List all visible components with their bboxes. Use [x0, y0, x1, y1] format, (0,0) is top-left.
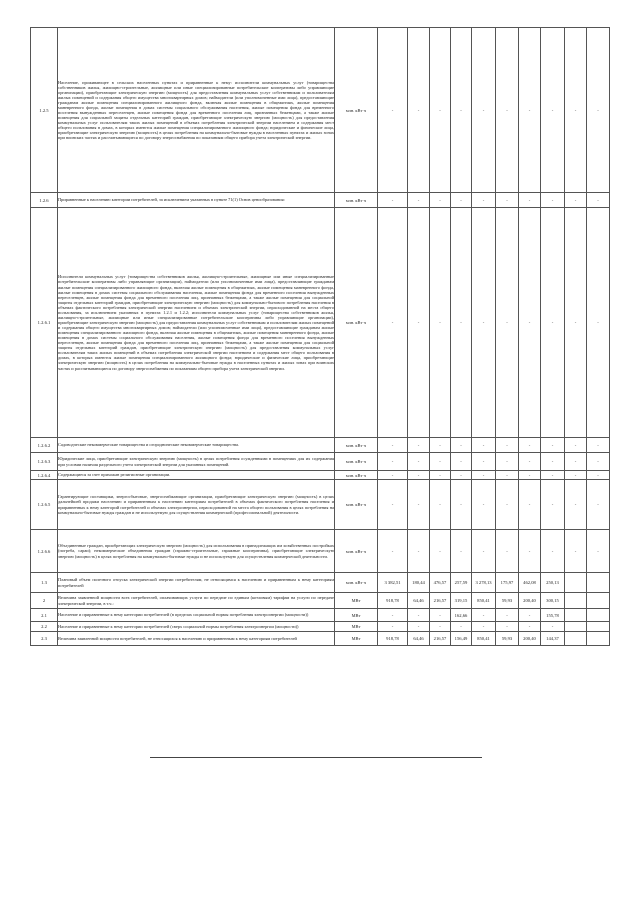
value-cell: 59,93: [496, 632, 519, 646]
value-cell: -: [541, 530, 565, 573]
value-cell: -: [451, 622, 472, 632]
value-cell: -: [496, 208, 519, 438]
value-cell: -: [587, 471, 610, 480]
value-cell: -: [541, 193, 565, 208]
value-cell: 850,41: [472, 632, 496, 646]
value-cell: 64,46: [408, 593, 430, 609]
value-cell: [565, 632, 587, 646]
row-description: Население и приравненные к нему категории потребителей (сверх социальной нормы потребления электроэнергии (мощности)): [58, 622, 335, 632]
value-cell: 144,37: [541, 632, 565, 646]
value-cell: -: [430, 622, 451, 632]
row-description: Гарантирующие поставщики, энергосбытовые, энергоснабжающие организации, приобретающие электрическую энергию (мощность) в целях дальнейшей продажи населению и приравненным к населению категориям потребителей в объемах фактического потребления населения и приравненных к нему категорий потребителей и объемах электроэнергии, израсходованной на места общего пользования в целях потребления на коммунально-бытовые нужды граждан и не используемую для осуществления коммерческой (профессиональной) деятельности.: [58, 480, 335, 530]
value-cell: -: [451, 530, 472, 573]
value-cell: -: [408, 471, 430, 480]
row-number: 2.3: [31, 632, 58, 646]
row-unit: млн. кВт·ч: [335, 530, 378, 573]
row-description: Население, проживающее в сельских населенных пунктах и приравненные к нему: исполнители коммунальных услуг (товарищества собственников жилья, жилищно-строительные, жилищные или иные специализированные потребительские кооперативы либо управляющие организации), приобретающие электрическую энергию (мощность) для предоставления коммунальных услуг собственникам и пользователям жилых помещений и содержания общего имущества многоквартирных домов; наймодатели (или уполномоченные ими лица), предоставляющие гражданам жилые помещения специализированного жилищного фонда, включая жилые помещения в общежитиях, жилые помещения маневренного фонда, жилые помещения в домах системы социального обслуживания населения, жилые помещения фонда для временного поселения вынужденных переселенцев, жилые помещения фонда для временного поселения лиц, признанных беженцами, а также жилые помещения для социальной защиты отдельных категорий граждан, приобретающие электрическую энергию (мощность) для предоставления коммунальных услуг пользователям таких жилых помещений в объемах потребления электрической энергии населением и содержания мест общего пользования в домах, в которых имеются жилые помещения специализированного жилищного фонда; юридические и физические лица, приобретающие электрическую энергию (мощность) в целях потребления на коммунально-бытовые нужды в населенных пунктах и жилых зонах при воинских частях и рассчитывающиеся по договору энергоснабжения по показаниям общего прибора учета электрической энергии.: [58, 28, 335, 193]
value-cell: -: [541, 208, 565, 438]
row-number: 1.2.6: [31, 193, 58, 208]
value-cell: 3 278,13: [472, 573, 496, 593]
value-cell: 200,40: [519, 593, 541, 609]
table-row: [31, 622, 610, 632]
value-cell: -: [408, 453, 430, 471]
row-number: 2: [31, 593, 58, 609]
row-number: 1.2.6.1: [31, 208, 58, 438]
value-cell: -: [541, 471, 565, 480]
value-cell: -: [496, 193, 519, 208]
row-description: Население и приравненные к нему категории потребителей (в пределах социальной нормы потребления электроэнергии (мощности)): [58, 609, 335, 622]
row-number: 1.2.6.2: [31, 438, 58, 453]
value-cell: -: [408, 28, 430, 193]
value-cell: -: [496, 480, 519, 530]
value-cell: -: [519, 28, 541, 193]
value-cell: [565, 573, 587, 593]
value-cell: 162,66: [451, 609, 472, 622]
table-row: [31, 480, 610, 530]
row-number: 1.2.6.6: [31, 530, 58, 573]
value-cell: -: [565, 530, 587, 573]
value-cell: -: [378, 530, 408, 573]
value-cell: 59,93: [496, 593, 519, 609]
value-cell: -: [430, 530, 451, 573]
value-cell: -: [541, 622, 565, 632]
table-row: [31, 193, 610, 208]
value-cell: -: [472, 453, 496, 471]
value-cell: 216,57: [430, 593, 451, 609]
value-cell: -: [408, 438, 430, 453]
value-cell: -: [519, 193, 541, 208]
value-cell: [587, 622, 610, 632]
value-cell: -: [378, 438, 408, 453]
table-row: [31, 453, 610, 471]
row-unit: млн. кВт·ч: [335, 208, 378, 438]
value-cell: -: [378, 208, 408, 438]
value-cell: -: [496, 471, 519, 480]
value-cell: [565, 609, 587, 622]
row-number: 1.2.6.4: [31, 471, 58, 480]
value-cell: -: [430, 471, 451, 480]
value-cell: -: [451, 438, 472, 453]
value-cell: 156,49: [451, 632, 472, 646]
value-cell: -: [519, 530, 541, 573]
value-cell: -: [565, 453, 587, 471]
value-cell: -: [496, 453, 519, 471]
value-cell: -: [430, 28, 451, 193]
row-number: 1.2.5: [31, 28, 58, 193]
row-description: Садоводческие некоммерческие товарищества и огороднические некоммерческие товарищества.: [58, 438, 335, 453]
value-cell: -: [519, 622, 541, 632]
value-cell: 200,40: [519, 632, 541, 646]
value-cell: -: [378, 471, 408, 480]
value-cell: [565, 622, 587, 632]
value-cell: -: [430, 609, 451, 622]
value-cell: 216,57: [430, 632, 451, 646]
table-row: [31, 530, 610, 573]
value-cell: 180,44: [408, 573, 430, 593]
value-cell: -: [496, 622, 519, 632]
value-cell: 319,15: [451, 593, 472, 609]
table-row: [31, 208, 610, 438]
row-number: 1.2.6.3: [31, 453, 58, 471]
table-row: [31, 609, 610, 622]
value-cell: -: [472, 208, 496, 438]
value-cell: -: [408, 622, 430, 632]
value-cell: -: [472, 530, 496, 573]
row-description: Величина заявленной мощности всех потребителей, оплачивающих услуги по передаче по единым (котловым) тарифам на услуги по передаче электрической энергии, в т.ч.:: [58, 593, 335, 609]
row-description: Объединенные граждан, приобретающих электрическую энергию (мощность) для использования в принадлежащих им хозяйственных постройках (погреба, сараи); некоммерческие объединения граждан (гаражно-строительные, гаражные кооперативы), приобретающие электрическую энергию (мощность) в целях потребления на коммунально-бытовые нужды и не используемую для осуществления коммерческой деятельности.: [58, 530, 335, 573]
value-cell: -: [378, 480, 408, 530]
value-cell: -: [408, 193, 430, 208]
value-cell: 476,57: [430, 573, 451, 593]
table-row: [31, 28, 610, 193]
value-cell: -: [472, 193, 496, 208]
value-cell: -: [472, 609, 496, 622]
value-cell: -: [451, 471, 472, 480]
value-cell: 250,13: [541, 573, 565, 593]
value-cell: 918,78: [378, 593, 408, 609]
row-description: Содержащиеся за счет прихожан религиозные организации.: [58, 471, 335, 480]
value-cell: -: [587, 438, 610, 453]
value-cell: -: [587, 530, 610, 573]
value-cell: -: [408, 609, 430, 622]
value-cell: [565, 593, 587, 609]
row-unit: МВт: [335, 609, 378, 622]
value-cell: -: [408, 530, 430, 573]
value-cell: -: [451, 480, 472, 530]
tariff-table: [30, 27, 610, 646]
row-unit: млн. кВт·ч: [335, 453, 378, 471]
value-cell: [587, 573, 610, 593]
value-cell: 918,78: [378, 632, 408, 646]
value-cell: -: [587, 28, 610, 193]
row-description: Исполнители коммунальных услуг (товарищества собственников жилья, жилищно-строительные, жилищные или иные специализированные потребительские кооперативы либо управляющие организации), наймодатели (или уполномоченные ими лица), предоставляющие гражданам жилые помещения специализированного жилищного фонда, включая жилые помещения в общежитиях, жилые помещения маневренного фонда, жилые помещения в домах системы социального обслуживания населения, жилые помещения фонда для временного поселения вынужденных переселенцев, жилые помещения фонда для временного поселения лиц, признанных беженцами, а также жилые помещения для социальной защиты отдельных категорий граждан, приобретающие электрическую энергию (мощность) для коммунально-бытового потребления населения в объемах фактического потребления электрической энергии населением и объемах электрической энергии, израсходованной на места общего пользования, за исключением указанных в пунктах 1.2.1 и 1.2.2; исполнители коммунальных услуг (товарищества собственников жилья, жилищно-строительные, жилищные или иные специализированные потребительские кооперативы либо управляющие организации), приобретающие электрическую энергию (мощность) для предоставления коммунальных услуг собственникам и пользователям жилых помещений и содержания общего имущества многоквартирных домов; наймодатели (или уполномоченные ими лица), предоставляющие гражданам жилые помещения специализированного жилищного фонда, включая жилые помещения в общежитиях, жилые помещения маневренного фонда, жилые помещения в домах системы социального обслуживания населения, жилые помещения фонда для временного поселения вынужденных переселенцев, жилые помещения фонда для временного поселения лиц, признанных беженцами, а также жилые помещения для социальной защиты отдельных категорий граждан, приобретающие электрическую энергию (мощность) для предоставления коммунальных услуг пользователям таких жилых помещений в объемах потребления электрической энергии населением и содержания мест общего пользования в домах, в которых имеются жилые помещения специализированного жилищного фонда; юридические и физические лица, приобретающие электрическую энергию (мощность) в целях потребления на коммунально-бытовые нужды в населенных пунктах и жилых зонах при воинских частях и рассчитывающиеся по договору энергоснабжения по показаниям общего прибора учета электрической энергии.: [58, 208, 335, 438]
value-cell: -: [378, 193, 408, 208]
row-unit: МВт: [335, 632, 378, 646]
value-cell: -: [565, 471, 587, 480]
value-cell: -: [541, 480, 565, 530]
value-cell: -: [451, 453, 472, 471]
value-cell: [587, 632, 610, 646]
value-cell: -: [541, 453, 565, 471]
value-cell: -: [587, 193, 610, 208]
table-row: [31, 632, 610, 646]
row-unit: млн. кВт·ч: [335, 193, 378, 208]
value-cell: -: [496, 28, 519, 193]
value-cell: -: [519, 471, 541, 480]
value-cell: -: [378, 609, 408, 622]
value-cell: -: [378, 622, 408, 632]
row-number: 1.2.6.5: [31, 480, 58, 530]
value-cell: -: [430, 193, 451, 208]
value-cell: -: [430, 208, 451, 438]
row-unit: млн. кВт·ч: [335, 438, 378, 453]
value-cell: -: [430, 480, 451, 530]
value-cell: -: [519, 438, 541, 453]
value-cell: 175,97: [496, 573, 519, 593]
table-row: [31, 438, 610, 453]
value-cell: -: [496, 609, 519, 622]
value-cell: -: [541, 28, 565, 193]
row-number: 1.3: [31, 573, 58, 593]
value-cell: -: [378, 453, 408, 471]
value-cell: 462,08: [519, 573, 541, 593]
value-cell: -: [430, 438, 451, 453]
value-cell: -: [587, 453, 610, 471]
row-unit: млн. кВт·ч: [335, 471, 378, 480]
value-cell: -: [472, 480, 496, 530]
value-cell: -: [451, 28, 472, 193]
table-row: [31, 593, 610, 609]
row-description: Величина заявленной мощности потребителей, не относящихся к населению и приравненным к нему категориям потребителей: [58, 632, 335, 646]
value-cell: -: [519, 208, 541, 438]
table-row: [31, 573, 610, 593]
row-number: 2.2: [31, 622, 58, 632]
value-cell: -: [496, 530, 519, 573]
table-row: [31, 471, 610, 480]
value-cell: -: [472, 438, 496, 453]
value-cell: -: [587, 480, 610, 530]
value-cell: -: [565, 28, 587, 193]
value-cell: -: [408, 208, 430, 438]
row-unit: МВт: [335, 593, 378, 609]
value-cell: -: [519, 609, 541, 622]
value-cell: -: [472, 28, 496, 193]
value-cell: -: [565, 438, 587, 453]
row-number: 2.1: [31, 609, 58, 622]
value-cell: -: [541, 438, 565, 453]
row-unit: млн. кВт·ч: [335, 28, 378, 193]
value-cell: -: [472, 622, 496, 632]
value-cell: -: [587, 208, 610, 438]
value-cell: 64,46: [408, 632, 430, 646]
row-unit: МВт: [335, 622, 378, 632]
value-cell: [587, 593, 610, 609]
row-unit: млн. кВт·ч: [335, 480, 378, 530]
value-cell: 155,78: [541, 609, 565, 622]
value-cell: -: [408, 480, 430, 530]
value-cell: 300,15: [541, 593, 565, 609]
value-cell: -: [430, 453, 451, 471]
value-cell: -: [519, 453, 541, 471]
row-description: Юридические лица, приобретающие электрическую энергию (мощность) в целях потребления осужденными в помещениях для их содержания при условии наличия раздельного учета электрической энергии для указанных помещений.: [58, 453, 335, 471]
value-cell: 850,41: [472, 593, 496, 609]
value-cell: 3 382,51: [378, 573, 408, 593]
value-cell: -: [565, 208, 587, 438]
value-cell: -: [565, 480, 587, 530]
value-cell: -: [378, 28, 408, 193]
value-cell: -: [451, 208, 472, 438]
value-cell: 257,59: [451, 573, 472, 593]
value-cell: -: [496, 438, 519, 453]
value-cell: -: [472, 471, 496, 480]
value-cell: [587, 609, 610, 622]
row-unit: млн. кВт·ч: [335, 573, 378, 593]
row-description: Плановый объем полезного отпуска электрической энергии потребителям, не относящимся к населению и приравненным к нему категориям потребителей: [58, 573, 335, 593]
separator-line: [150, 757, 482, 758]
value-cell: -: [519, 480, 541, 530]
row-description: Приравненные к населению категории потребителей, за исключением указанных в пункте 71(1) Основ ценообразования:: [58, 193, 335, 208]
value-cell: -: [565, 193, 587, 208]
value-cell: -: [451, 193, 472, 208]
